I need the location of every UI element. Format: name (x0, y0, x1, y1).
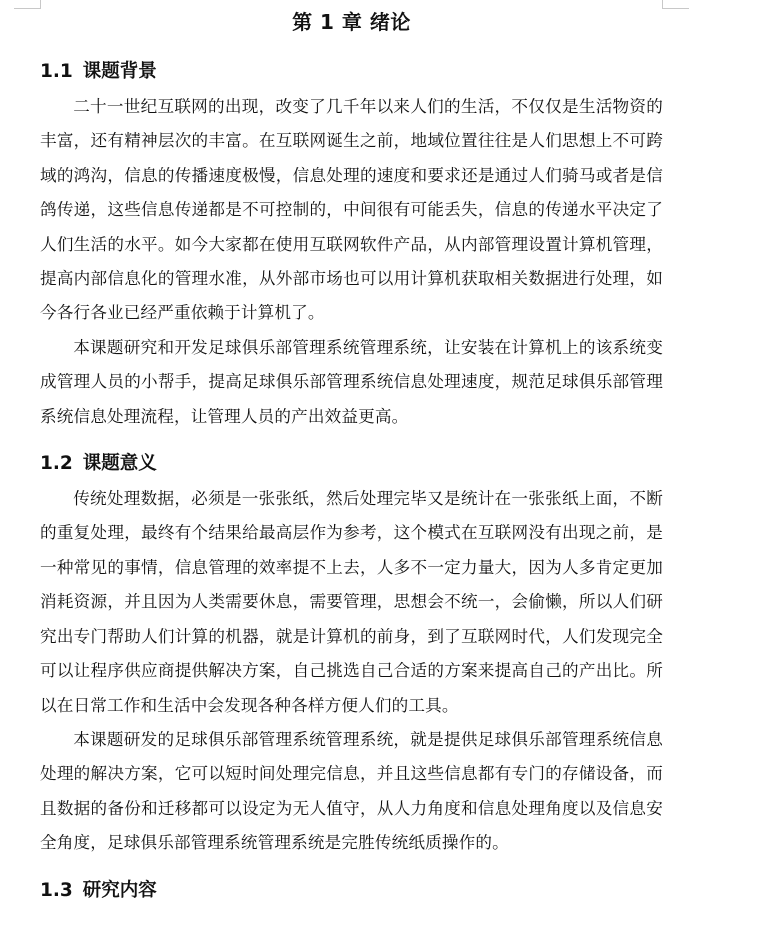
section-title: 研究内容 (82, 879, 157, 901)
paragraph: 传统处理数据，必须是一张张纸，然后处理完毕又是统计在一张张纸上面，不断的重复处理，最终有个结果给最高层作为参考，这个模式在互联网没有出现之前，是一种常见的事情，信息管理的效率提不上去，人多不一定力量大，因为人多肯定更加消耗资源，并且因为人类需要休息，需要管理，思想会不统一，会偷懒，所以人们研究出专门帮助人们计算的机器，就是计算机的前身，到了互联网时代，人们发现完全可以让程序供应商提供解决方案，自己挑选自己合适的方案来提高自己的产出比。所以在日常工作和生活中会发现各种各样方便人们的工具。 (40, 489, 663, 715)
page-corner-mark-left (14, 0, 41, 9)
chapter-title: 第 1 章 绪论 (292, 10, 411, 34)
section-number: 1.3 (40, 879, 73, 901)
section-heading (40, 877, 663, 905)
section-heading (40, 58, 663, 86)
section-1-2 (40, 450, 663, 860)
section-1-1 (40, 58, 663, 434)
page-corner-mark-right (662, 0, 689, 9)
paragraph: 本课题研究和开发足球俱乐部管理系统管理系统，让安装在计算机上的该系统变成管理人员的小帮手，提高足球俱乐部管理系统信息处理速度，规范足球俱乐部管理系统信息处理流程，让管理人员的产出效益更高。 (40, 337, 663, 426)
paragraph: 二十一世纪互联网的出现，改变了几千年以来人们的生活，不仅仅是生活物资的丰富，还有精神层次的丰富。在互联网诞生之前，地域位置往往是人们思想上不可跨域的鸿沟，信息的传播速度极慢，信息处理的速度和要求还是通过人们骑马或者是信鸽传递，这些信息传递都是不可控制的，中间很有可能丢失，信息的传递水平决定了人们生活的水平。如今大家都在使用互联网软件产品，从内部管理设置计算机管理，提高内部信息化的管理水准，从外部市场也可以用计算机获取相关数据进行处理，如今各行各业已经严重依赖于计算机了。 (40, 97, 663, 323)
section-number: 1.2 (40, 453, 73, 475)
paragraph: 本课题研发的足球俱乐部管理系统管理系统，就是提供足球俱乐部管理系统信息处理的解决方案，它可以短时间处理完信息，并且这些信息都有专门的存储设备，而且数据的备份和迁移都可以设定为无人值守，从人力角度和信息处理角度以及信息安全角度，足球俱乐部管理系统管理系统是完胜传统纸质操作的。 (40, 729, 663, 853)
section-heading (40, 450, 663, 478)
section-title: 课题意义 (82, 453, 157, 475)
section-number: 1.1 (40, 61, 73, 82)
section-title: 课题背景 (82, 61, 157, 82)
section-1-3 (40, 877, 663, 905)
document-page (40, 6, 663, 909)
